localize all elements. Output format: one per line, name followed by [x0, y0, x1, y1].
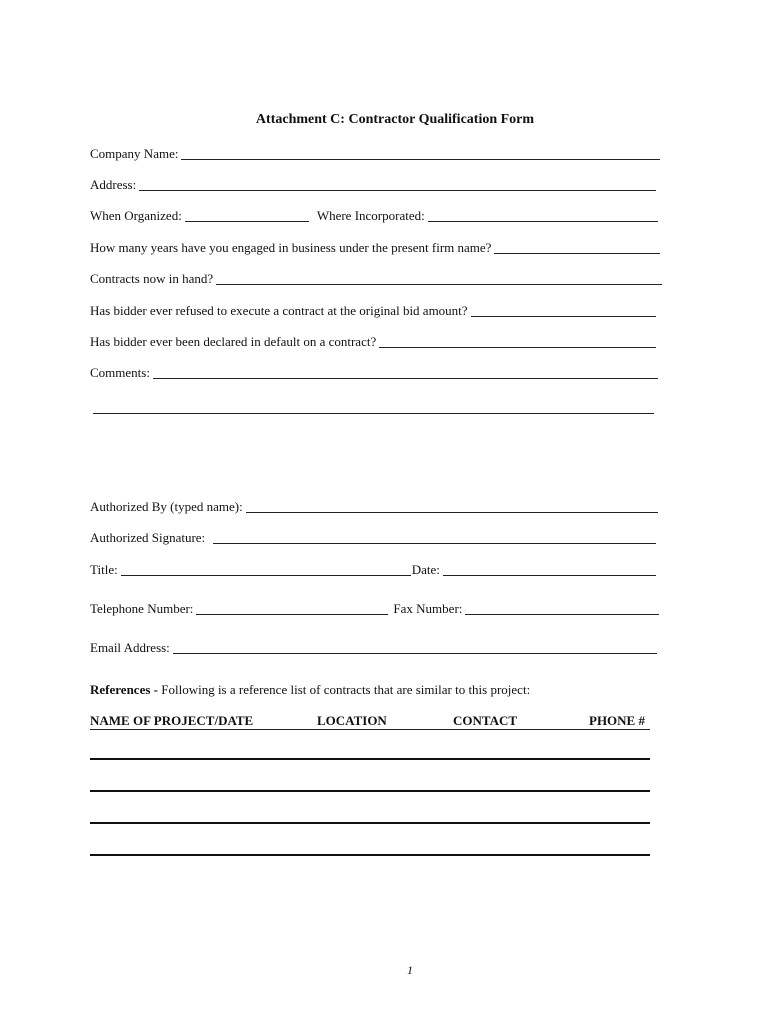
declared-default-label: Has bidder ever been declared in default on a contract?	[90, 334, 377, 349]
when-organized-label: When Organized:	[90, 208, 182, 223]
years-in-business-field[interactable]	[494, 240, 660, 254]
reference-row-line[interactable]	[90, 822, 650, 824]
contracts-in-hand-label: Contracts now in hand?	[90, 271, 214, 286]
telephone-field[interactable]	[196, 601, 388, 615]
column-phone: PHONE #	[589, 713, 645, 728]
refused-contract-label: Has bidder ever refused to execute a contract at the original bid amount?	[90, 303, 468, 318]
authorized-signature-field[interactable]	[213, 530, 656, 544]
telephone-label: Telephone Number:	[90, 601, 194, 616]
years-in-business-label: How many years have you engaged in business under the present firm name?	[90, 240, 492, 255]
where-incorporated-label: Where Incorporated:	[316, 208, 425, 223]
address-row	[90, 175, 656, 193]
comments-label: Comments:	[90, 365, 150, 380]
contracts-row	[90, 269, 662, 287]
page-number: 1	[407, 963, 413, 977]
organized-row	[90, 206, 658, 224]
authorized-by-row	[90, 497, 658, 515]
email-row	[90, 638, 657, 656]
comments-row	[90, 363, 658, 381]
email-field[interactable]	[173, 640, 657, 654]
date-label: Date:	[411, 562, 440, 577]
refused-row	[90, 301, 656, 319]
reference-row-line[interactable]	[90, 854, 650, 856]
company-name-row	[90, 144, 660, 162]
fax-label: Fax Number:	[393, 601, 463, 616]
authorized-by-label: Authorized By (typed name):	[90, 499, 243, 514]
title-label: Title:	[90, 562, 118, 577]
refused-contract-field[interactable]	[471, 303, 656, 317]
address-label: Address:	[90, 177, 137, 192]
column-location: LOCATION	[317, 713, 387, 728]
comments-extra-line[interactable]	[93, 413, 654, 414]
email-label: Email Address:	[90, 640, 170, 655]
when-organized-field[interactable]	[185, 208, 309, 222]
company-name-field[interactable]	[181, 146, 660, 160]
authorized-by-field[interactable]	[246, 499, 658, 513]
authorized-signature-label: Authorized Signature:	[90, 530, 206, 545]
reference-row-line[interactable]	[90, 758, 650, 760]
column-contact: CONTACT	[453, 713, 518, 728]
title-field[interactable]	[121, 562, 411, 576]
contracts-in-hand-field[interactable]	[216, 271, 662, 285]
company-name-label: Company Name:	[90, 146, 179, 161]
address-field[interactable]	[139, 177, 656, 191]
references-label: References -	[90, 682, 158, 697]
comments-field[interactable]	[153, 365, 658, 379]
references-table-header	[90, 713, 650, 730]
fax-field[interactable]	[465, 601, 659, 615]
where-incorporated-field[interactable]	[428, 208, 658, 222]
phone-fax-row	[90, 599, 659, 617]
reference-row-line[interactable]	[90, 790, 650, 792]
form-title: Attachment C: Contractor Qualification Form	[255, 112, 535, 127]
declared-default-field[interactable]	[379, 334, 656, 348]
title-date-row	[90, 560, 656, 578]
default-row	[90, 332, 656, 350]
signature-row	[90, 528, 656, 546]
references-intro	[90, 682, 530, 698]
date-field[interactable]	[443, 562, 656, 576]
years-row	[90, 238, 660, 256]
column-name-of-project: NAME OF PROJECT/DATE	[90, 713, 254, 728]
references-text: Following is a reference list of contracts that are similar to this project:	[157, 682, 531, 697]
